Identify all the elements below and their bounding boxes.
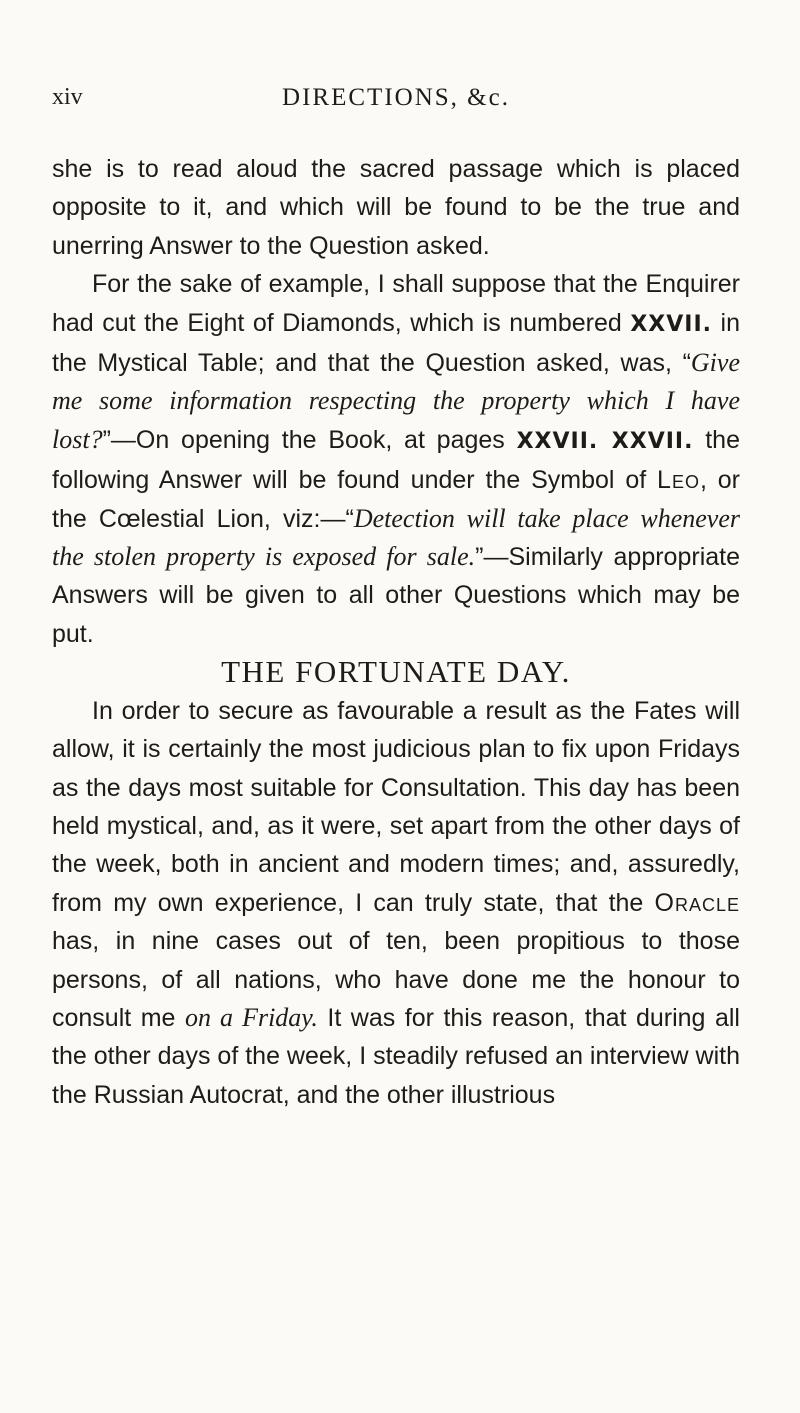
paragraph-1: she is to read aloud the sacred passage which is placed opposite to it, and which will be found to be the true and unerring Answer to the Question asked.: [52, 155, 740, 260]
paragraph-3-text: It was for this reason, that during all the other days of the week, I steadily refused an interview with the Russian Autocrat, and the other illustrious: [52, 1003, 740, 1109]
symbol-name: Leo: [657, 466, 700, 495]
paragraph-3-text: has, in nine cases out of ten, been propitious to those persons, of all nations, who have done me the honour to consult me: [52, 927, 740, 1032]
friday-emphasis: on a Friday.: [184, 1002, 318, 1032]
paragraph-3-text: In order to secure as favourable a result as the Fates will allow, it is certainly the most judicious plan to fix upon Fridays as the days most suitable for Consultation. This day has been held mystical, and, as it were, set apart from the other days of the week, both in ancient and modern times; and, assuredly, from my own experience, I can truly state, that the: [52, 696, 740, 917]
section-heading: THE FORTUNATE DAY.: [221, 654, 571, 690]
paragraph-3: [52, 692, 740, 1114]
paragraph-2-text: in the Mystical Table; and that the Question asked, was, “: [52, 308, 741, 378]
page-number: xiv: [52, 84, 83, 110]
running-head: [52, 84, 740, 124]
body-text: [52, 150, 740, 1114]
paragraph-2-text: ”—Similarly appropriate Answers will be given to all other Questions which may be put.: [52, 543, 740, 648]
page-reference: XXVII. XXVII.: [516, 428, 694, 454]
table-number: XXVII.: [630, 311, 713, 337]
paragraph-2: [52, 265, 740, 653]
oracle-term: Oracle: [654, 888, 740, 917]
paragraph-2-text: For the sake of example, I shall suppose that the Enquirer had cut the Eight of Diamonds, which is numbered: [52, 270, 740, 337]
paragraph-2-text: ”—On opening the Book, at pages: [102, 425, 517, 454]
paragraph-2-text: the following Answer will be found under the Symbol of: [52, 425, 740, 495]
running-title: DIRECTIONS, &c.: [282, 84, 510, 111]
example-answer: Detection will take place whenever the stolen property is exposed for sale.: [52, 503, 740, 572]
example-question: Give me some information respecting the property which I have lost?: [52, 348, 740, 454]
paragraph-2-text: , or the Cœlestial Lion, viz:—“: [52, 466, 741, 533]
